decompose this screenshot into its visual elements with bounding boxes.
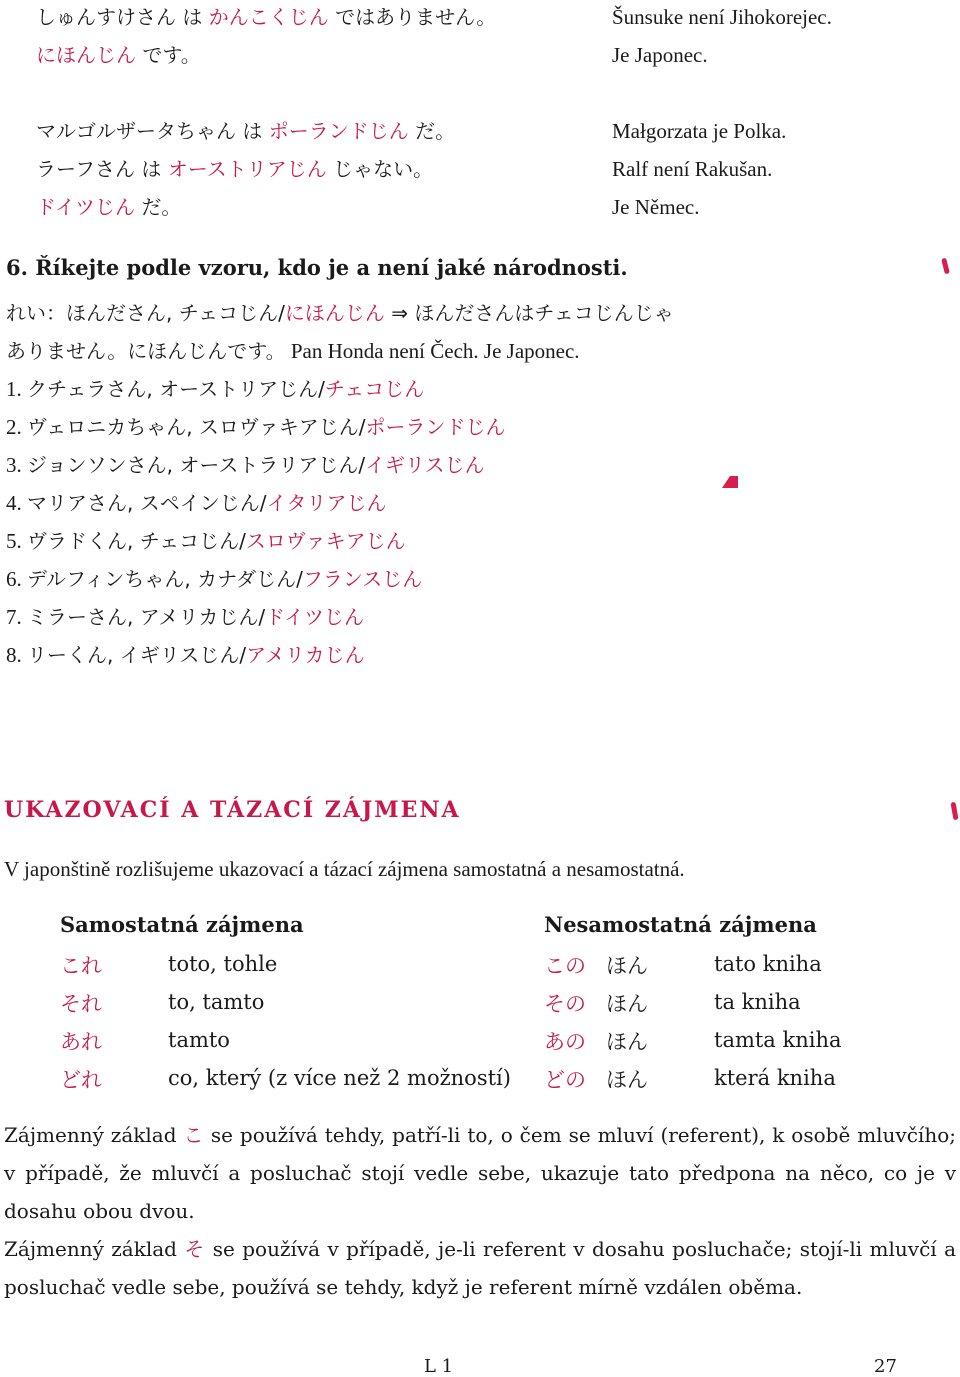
exercise-item: 5. ヴラドくん, チェコじん/スロヴァキアじん (6, 529, 406, 553)
table-cell-noun: ほん (606, 954, 648, 978)
table-cell-pronoun: どれ (60, 1068, 102, 1092)
sentence-2-jp: にほんじん です。 (36, 43, 201, 67)
sentence-1-cz: Šunsuke není Jihokorejec. (612, 5, 832, 29)
exercise-item: 3. ジョンソンさん, オーストラリアじん/イギリスじん (6, 453, 485, 477)
table-cell-meaning: toto, tohle (168, 952, 278, 976)
section-intro: V japonštině rozlišujeme ukazovací a tázací zájmena samostatná a nesamostatná. (4, 857, 685, 881)
table-right-header: Nesamostatná zájmena (544, 912, 817, 937)
sentence-4-cz: Ralf není Rakušan. (612, 157, 773, 181)
exercise-item: 4. マリアさん, スペインじん/イタリアじん (6, 491, 387, 515)
table-cell-meaning: to, tamto (168, 990, 265, 1014)
sentence-1-jp: しゅんすけさん は かんこくじん ではありません。 (36, 5, 497, 29)
table-cell-meaning: ta kniha (714, 990, 801, 1014)
section-title: UKAZOVACÍ A TÁZACÍ ZÁJMENA (4, 797, 461, 823)
table-cell-prenoun: あの (544, 1030, 586, 1054)
table-cell-prenoun: この (544, 954, 586, 978)
table-cell-noun: ほん (606, 1068, 648, 1092)
table-cell-meaning: tamto (168, 1028, 230, 1052)
margin-mark (950, 802, 958, 821)
paragraph-ko: Zájmenný základ こ se používá tehdy, patří-li to, o čem se mluví (referent), k osobě mluvčího; v případě, že mluvčí a posluchač stojí vedle sebe, ukazuje tato předpona na něco, co je v dosahu obou dvou. (4, 1123, 956, 1223)
exercise-item: 8. リーくん, イギリスじん/アメリカじん (6, 643, 365, 667)
table-cell-prenoun: どの (544, 1068, 586, 1092)
exercise-item: 1. クチェラさん, オーストリアじん/チェコじん (6, 377, 425, 401)
footer-chapter: L 1 (424, 1356, 454, 1377)
sentence-3-jp: マルゴルザータちゃん は ポーランドじん だ。 (36, 119, 456, 143)
exercise-heading: 6. Říkejte podle vzoru, kdo je a není jaké národnosti. (6, 255, 628, 280)
example-line-1: れい：ほんださん, チェコじん/にほんじん ⇒ ほんださんはチェコじんじゃ (6, 301, 674, 325)
page-number: 27 (874, 1356, 897, 1377)
sentence-3-cz: Małgorzata je Polka. (612, 119, 787, 143)
table-cell-noun: ほん (606, 992, 648, 1016)
exercise-item: 2. ヴェロニカちゃん, スロヴァキアじん/ポーランドじん (6, 415, 506, 439)
table-cell-prenoun: その (544, 992, 586, 1016)
sentence-2-cz: Je Japonec. (612, 43, 708, 67)
table-cell-pronoun: あれ (60, 1030, 102, 1054)
table-cell-meaning: co, který (z více než 2 možností) (168, 1066, 511, 1090)
table-cell-meaning: tamta kniha (714, 1028, 842, 1052)
example-line-2: ありません。にほんじんです。 Pan Honda není Čech. Je Japonec. (6, 339, 580, 363)
table-left-header: Samostatná zájmena (60, 912, 304, 937)
table-cell-pronoun: それ (60, 992, 102, 1016)
table-cell-noun: ほん (606, 1030, 648, 1054)
sentence-5-cz: Je Němec. (612, 195, 700, 219)
table-cell-meaning: tato kniha (714, 952, 822, 976)
table-cell-pronoun: これ (60, 954, 102, 978)
exercise-item: 7. ミラーさん, アメリカじん/ドイツじん (6, 605, 365, 629)
decorative-mark (722, 476, 738, 488)
exercise-item: 6. デルフィンちゃん, カナダじん/フランスじん (6, 567, 423, 591)
sentence-4-jp: ラーフさん は オーストリアじん じゃない。 (36, 157, 434, 181)
paragraph-so: Zájmenný základ そ se používá v případě, je-li referent v dosahu posluchače; stojí-li mluvčí a posluchač vedle sebe, používá se tehdy, když je referent mírně vzdálen oběma. (4, 1237, 956, 1299)
margin-mark (941, 258, 950, 275)
sentence-5-jp: ドイツじん だ。 (36, 195, 182, 219)
table-cell-meaning: která kniha (714, 1066, 836, 1090)
